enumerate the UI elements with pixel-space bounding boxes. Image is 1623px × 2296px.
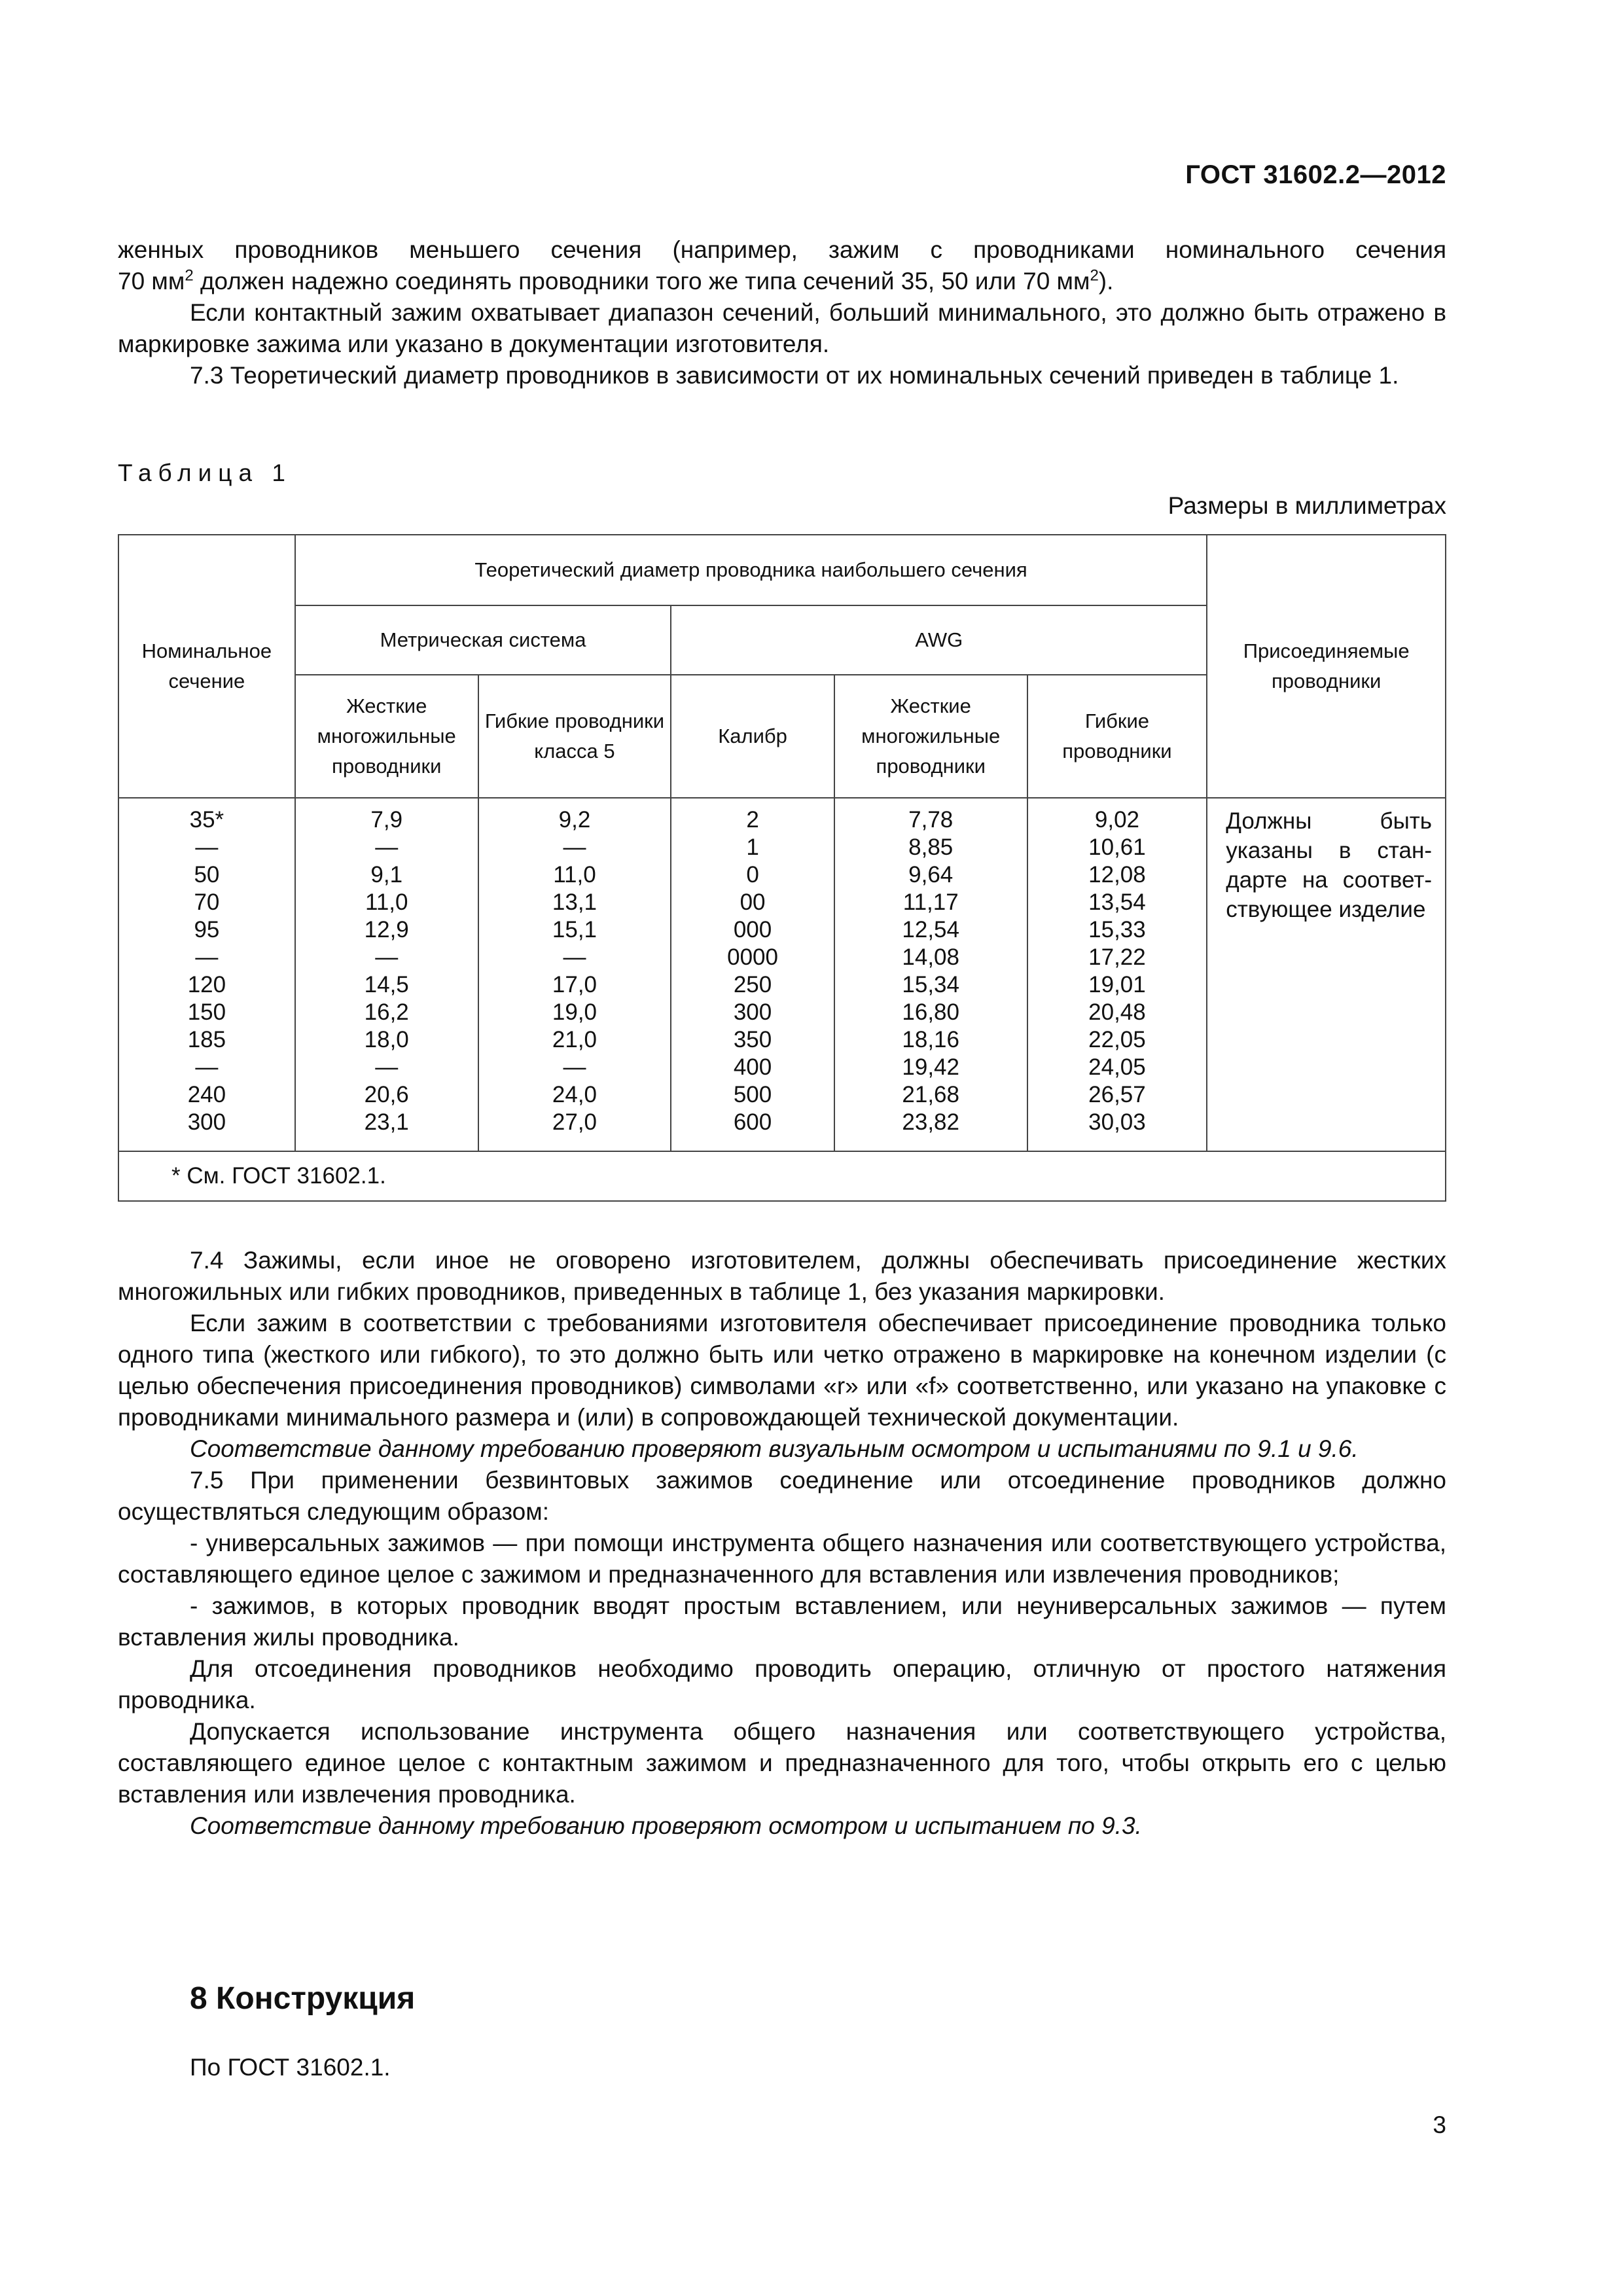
document-page [118, 0, 1446, 2296]
section-7-text [118, 1245, 1446, 1842]
th-connected: Присоединяемые проводники [1207, 535, 1446, 798]
para1-line2: 70 $мм^2$ должен надежно соединять проводники того же типа сечений 35, 50 или 70 $мм^2$). [118, 266, 1114, 295]
para-7-5-item2: - зажимов, в которых проводник вводят простым вставлением, или неуниверсальных зажимов — путем вставления жилы проводника. [118, 1592, 1446, 1651]
col-gauge: 2 1 0 00 000 0000 250 300 350 400 500 600 [671, 798, 834, 1151]
conductor-table [118, 534, 1446, 1202]
th-gauge: Калибр [671, 675, 834, 798]
para1-line1: женных проводников меньшего сечения (например, зажим с проводниками номинального сечения [118, 236, 1446, 263]
para-7-4: 7.4 Зажимы, если иное не оговорено изготовителем, должны обеспечивать присоединение жестких многожильных или гибких проводников, приведенных в таблице 1, без указания маркировки. [118, 1247, 1446, 1305]
para-7-5-item1: - универсальных зажимов — при помощи инструмента общего назначения или соответствующего устройства, составляющего единое целое с зажимом и предназначенного для вставления или извлечения проводников; [118, 1530, 1446, 1588]
table-units: Размеры в миллиметрах [1168, 492, 1446, 519]
table-footnote: * См. ГОСТ 31602.1. [118, 1151, 1446, 1201]
th-awg-flex: Гибкие проводники [1027, 675, 1207, 798]
section-8-heading: 8 Конструкция [190, 1981, 416, 2016]
para-7-5-tool: Допускается использование инструмента общего назначения или соответствующего устройства, составляющего единое целое с контактным зажимом и предназначенного для того, чтобы открыть его с целью вставления или извлечения проводника. [118, 1718, 1446, 1808]
th-awg-rigid: Жесткие многожильные проводники [834, 675, 1027, 798]
th-metric: Метрическая система [295, 605, 671, 675]
para-7-4-check: Соответствие данному требованию проверяют визуальным осмотром и испытаниями по 9.1 и 9.6. [190, 1435, 1359, 1462]
section-8-text: По ГОСТ 31602.1. [190, 2054, 391, 2081]
document-code-header: ГОСТ 31602.2—2012 [1185, 160, 1446, 189]
th-awg: AWG [671, 605, 1207, 675]
col-metric-rigid: 7,9 — 9,1 11,0 12,9 — 14,5 16,2 18,0 — 20,6 23,1 [295, 798, 478, 1151]
para-7-5-check: Соответствие данному требованию проверяют осмотром и испытанием по 9.3. [190, 1812, 1142, 1839]
para-7-4-types: Если зажим в соответствии с требованиями изготовителя обеспечивает присоединение проводника только одного типа (жесткого или гибкого), то это должно быть или четко отражено в маркировке на конечном изделии (с целью обеспечения присоединения проводников) символами «r» или «f» соответственно, или указано на упаковке с проводниками минимального размера и (или) в сопровождающей технической документации. [118, 1310, 1446, 1431]
para3: 7.3 Теоретический диаметр проводников в зависимости от их номинальных сечений приведен в таблице 1. [190, 362, 1399, 389]
col-awg-rigid: 7,78 8,85 9,64 11,17 12,54 14,08 15,34 16,80 18,16 19,42 21,68 23,82 [834, 798, 1027, 1151]
intro-text [118, 234, 1446, 391]
para-7-5: 7.5 При применении безвинтовых зажимов соединение или отсоединение проводников должно осуществляться следующим образом: [118, 1467, 1446, 1525]
page-number: 3 [1433, 2111, 1446, 2138]
table-caption: Таблица 1 [118, 459, 292, 486]
col-nominal: 35* — 50 70 95 — 120 150 185 — 240 300 [118, 798, 295, 1151]
col-metric-flex: 9,2 — 11,0 13,1 15,1 — 17,0 19,0 21,0 — 24,0 27,0 [478, 798, 671, 1151]
th-theoretical: Теоретический диаметр проводника наибольшего сечения [295, 535, 1207, 605]
th-metric-rigid: Жесткие многожильные проводники [295, 675, 478, 798]
th-nominal: Номинальное сечение [118, 535, 295, 798]
th-metric-flex: Гибкие проводники класса 5 [478, 675, 671, 798]
col-awg-flex: 9,02 10,61 12,08 13,54 15,33 17,22 19,01 20,48 22,05 24,05 26,57 30,03 [1027, 798, 1207, 1151]
para2: Если контактный зажим охватывает диапазон сечений, больший минимального, это должно быть отражено в маркировке зажима или указано в документации изготовителя. [118, 299, 1446, 357]
para-7-5-disconnect: Для отсоединения проводников необходимо проводить операцию, отличную от простого натяжения проводника. [118, 1655, 1446, 1713]
col-connected-note: Должны быть указаны в стан-дарте на соответ-ствующее изделие [1207, 798, 1446, 1151]
